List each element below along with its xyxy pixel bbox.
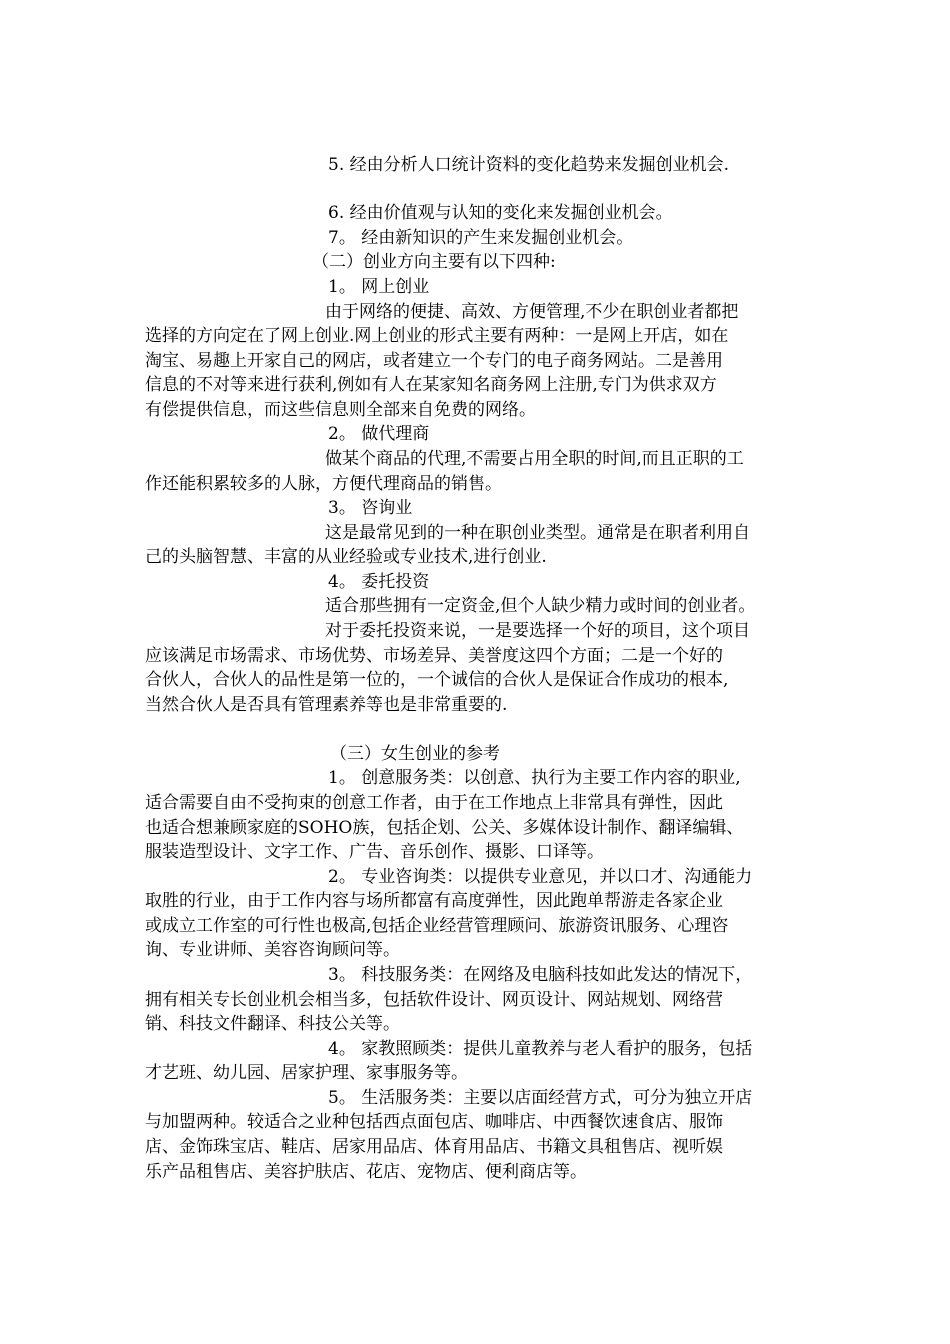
- paragraph-line: 也适合想兼顾家庭的SOHO族，包括企划、公关、多媒体设计制作、翻译编辑、: [145, 818, 744, 838]
- paragraph-line: 选择的方向定在了网上创业.网上创业的形式主要有两种：一是网上开店，如在: [145, 326, 729, 346]
- paragraph-line: 淘宝、易趣上开家自己的网店，或者建立一个专门的电子商务网站。二是善用: [145, 351, 723, 371]
- paragraph-line: 由于网络的便捷、高效、方便管理,不少在职创业者都把: [325, 302, 739, 322]
- paragraph-line: 销、科技文件翻译、科技公关等。: [145, 1014, 400, 1034]
- item-creative-services: 1。 创意服务类：以创意、执行为主要工作内容的职业,: [328, 768, 741, 788]
- paragraph-line: 信息的不对等来进行获利,例如有人在某家知名商务网上注册,专门为供求双方: [145, 375, 717, 395]
- paragraph-line: 应该满足市场需求、市场优势、市场差异、美誉度这四个方面；二是一个好的: [145, 646, 723, 666]
- paragraph-line: 乐产品租售店、美容护肤店、花店、宠物店、便利商店等。: [145, 1162, 587, 1182]
- paragraph-line: 这是最常见到的一种在职创业类型。通常是在职者利用自: [325, 523, 750, 543]
- paragraph-line: 己的头脑智慧、丰富的从业经验或专业技术,进行创业.: [145, 547, 547, 567]
- paragraph-line: 有偿提供信息，而这些信息则全部来自免费的网络。: [145, 400, 536, 420]
- item-professional-consulting: 2。 专业咨询类：以提供专业意见，并以口才、沟通能力: [328, 867, 753, 887]
- paragraph-line: 做某个商品的代理,不需要占用全职的时间,而且正职的工: [325, 449, 744, 469]
- paragraph-line: 拥有相关专长创业机会相当多，包括软件设计、网页设计、网站规划、网络营: [145, 990, 723, 1010]
- paragraph-line: 询、专业讲师、美容咨询顾问等。: [145, 940, 400, 960]
- paragraph-line: 服装造型设计、文字工作、广告、音乐创作、摄影、口译等。: [145, 842, 604, 862]
- paragraph-line: 才艺班、幼儿园、居家护理、家事服务等。: [145, 1063, 468, 1083]
- paragraph-line: 作还能积累较多的人脉，方便代理商品的销售。: [145, 474, 502, 494]
- paragraph-line: 店、金饰珠宝店、鞋店、居家用品店、体育用品店、书籍文具租售店、视听娱: [145, 1137, 723, 1157]
- paragraph-line: 适合那些拥有一定资金,但个人缺少精力或时间的创业者。: [325, 596, 756, 616]
- item-7-new-knowledge: 7。 经由新知识的产生来发掘创业机会。: [328, 228, 634, 248]
- paragraph-line: 合伙人，合伙人的品性是第一位的，一个诚信的合伙人是保证合作成功的根本,: [145, 670, 729, 690]
- item-tutoring-care: 4。 家教照顾类：提供儿童教养与老人看护的服务，包括: [328, 1039, 753, 1059]
- paragraph-line: 取胜的行业，由于工作内容与场所都富有高度弹性，因此跑单帮游走各家企业: [145, 891, 723, 911]
- paragraph-line: 对于委托投资来说，一是要选择一个好的项目，这个项目: [325, 621, 750, 641]
- subheading-agent: 2。 做代理商: [328, 424, 430, 444]
- subheading-online-business: 1。 网上创业: [328, 277, 430, 297]
- section-3-heading: （三）女生创业的参考: [330, 744, 500, 764]
- paragraph-line: 与加盟两种。较适合之业种包括西点面包店、咖啡店、中西餐饮速食店、服饰: [145, 1112, 723, 1132]
- item-life-services: 5。 生活服务类：主要以店面经营方式，可分为独立开店: [328, 1088, 753, 1108]
- paragraph-line: 当然合伙人是否具有管理素养等也是非常重要的.: [145, 695, 508, 715]
- section-2-heading: （二）创业方向主要有以下四种:: [312, 252, 556, 272]
- item-tech-services: 3。 科技服务类：在网络及电脑科技如此发达的情况下，: [328, 965, 753, 985]
- item-6-values-change: 6. 经由价值观与认知的变化来发掘创业机会。: [328, 203, 673, 223]
- paragraph-line: 或成立工作室的可行性也极高,包括企业经营管理顾问、旅游资讯服务、心理咨: [145, 916, 729, 936]
- paragraph-line: 适合需要自由不受拘束的创意工作者，由于在工作地点上非常具有弹性，因此: [145, 793, 723, 813]
- subheading-entrusted-investment: 4。 委托投资: [328, 572, 430, 592]
- item-5-trend-analysis: 5. 经由分析人口统计资料的变化趋势来发掘创业机会.: [328, 155, 730, 175]
- subheading-consulting: 3。 咨询业: [328, 498, 413, 518]
